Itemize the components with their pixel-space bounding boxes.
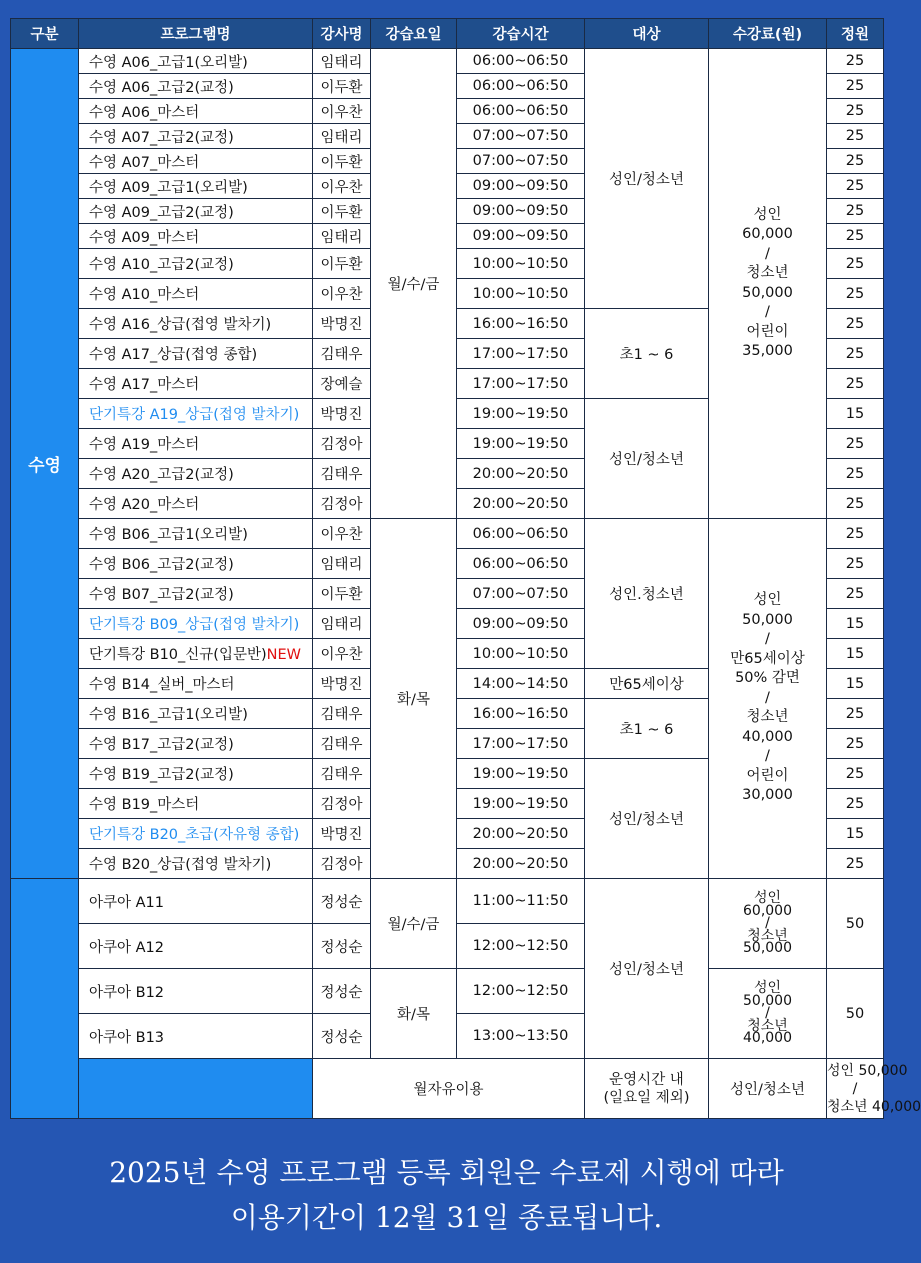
capacity-cell: 25 [827,149,884,174]
days-cell: 월/수/금 [371,879,457,969]
time-cell: 19:00~19:50 [457,429,585,459]
capacity-cell: 25 [827,74,884,99]
program-name-cell [79,399,313,429]
program-name-cell [79,339,313,369]
program-name: 수영 A09_고급2(교정) [89,204,234,221]
time-cell: 14:00~14:50 [457,669,585,699]
capacity-cell: 15 [827,669,884,699]
program-name-cell [79,249,313,279]
program-name: 수영 A20_고급2(교정) [89,467,234,483]
capacity-cell: 15 [827,399,884,429]
capacity-cell: 25 [827,49,884,74]
target-cell: 성인/청소년 [585,399,709,519]
notice-line-1: 2025년 수영 프로그램 등록 회원은 수료제 시행에 따라 [109,1156,784,1189]
instructor-cell: 이두환 [313,579,371,609]
instructor-cell: 임태리 [313,49,371,74]
fee-cell: 성인 60,000 / 청소년 50,000 / 어린이 35,000 [709,49,827,519]
instructor-cell: 박명진 [313,309,371,339]
table-header-row [11,19,884,49]
program-name: 수영 A10_고급2(교정) [89,257,234,273]
instructor-cell: 김태우 [313,729,371,759]
program-name: 수영 A06_고급2(교정) [89,79,234,96]
notice-line-2: 이용기간이 12월 31일 종료됩니다. [230,1201,663,1234]
instructor-cell: 이우찬 [313,99,371,124]
program-name-cell [79,669,313,699]
header-capacity: 정원 [827,19,884,49]
target-cell: 성인/청소년 [585,879,709,1059]
program-name-cell [79,879,313,924]
capacity-cell: 25 [827,849,884,879]
schedule-sheet [10,18,921,1119]
instructor-cell: 정성순 [313,969,371,1014]
instructor-cell: 김정아 [313,489,371,519]
instructor-cell: 정성순 [313,924,371,969]
instructor-cell: 이우찬 [313,279,371,309]
capacity-cell: 25 [827,369,884,399]
category-empty-cell [79,1059,313,1119]
time-cell: 20:00~20:50 [457,459,585,489]
program-name: 아쿠아 A11 [89,894,164,911]
operating-hours-cell: 운영시간 내 (일요일 제외) [585,1059,709,1119]
time-cell: 06:00~06:50 [457,74,585,99]
target-cell: 초1 ~ 6 [585,309,709,399]
capacity-cell: 50 [827,879,884,969]
program-name-cell [79,199,313,224]
instructor-cell: 박명진 [313,669,371,699]
instructor-cell: 김태우 [313,759,371,789]
program-name-cell [79,429,313,459]
fee-cell: 성인 60,000 / 청소년 50,000 [709,879,827,969]
program-name-cell [79,849,313,879]
time-cell: 09:00~09:50 [457,609,585,639]
table-row-free-use [11,1059,884,1119]
time-cell: 17:00~17:50 [457,369,585,399]
program-name: 수영 B06_고급2(교정) [89,557,234,573]
program-table [10,18,921,1119]
capacity-cell: 25 [827,759,884,789]
program-name-cell [79,819,313,849]
time-cell: 06:00~06:50 [457,99,585,124]
free-use-label: 월자유이용 [313,1059,585,1119]
capacity-cell: 25 [827,459,884,489]
target-cell: 초1 ~ 6 [585,699,709,759]
fee-cell: 성인 50,000 / 청소년 40,000 [709,969,827,1059]
program-name-cell [79,549,313,579]
instructor-cell: 이우찬 [313,174,371,199]
time-cell: 20:00~20:50 [457,849,585,879]
capacity-cell: 25 [827,249,884,279]
time-cell: 06:00~06:50 [457,549,585,579]
capacity-cell: 25 [827,99,884,124]
program-name: 단기특강 B20_초급(자유형 종합) [89,827,300,843]
capacity-cell: 15 [827,819,884,849]
instructor-cell: 임태리 [313,609,371,639]
instructor-cell: 정성순 [313,879,371,924]
time-cell: 07:00~07:50 [457,149,585,174]
header-days: 강습요일 [371,19,457,49]
fee-cell: 성인 50,000 / 만65세이상 50% 감면 / 청소년 40,000 / 어린이 30,000 [709,519,827,879]
time-cell: 07:00~07:50 [457,579,585,609]
header-instructor: 강사명 [313,19,371,49]
capacity-cell: 25 [827,579,884,609]
program-name: 수영 A19_마스터 [89,437,200,453]
capacity-cell: 25 [827,729,884,759]
time-cell: 09:00~09:50 [457,199,585,224]
program-name: 아쿠아 A12 [89,939,164,956]
program-name: 수영 A07_고급2(교정) [89,129,234,146]
time-cell: 17:00~17:50 [457,729,585,759]
time-cell: 07:00~07:50 [457,124,585,149]
program-name-cell [79,489,313,519]
capacity-cell: 50 [827,969,884,1059]
program-name: 수영 A17_마스터 [89,377,200,393]
program-name-cell [79,924,313,969]
capacity-cell: 25 [827,309,884,339]
program-name-cell [79,609,313,639]
program-name: 수영 A10_마스터 [89,287,200,303]
capacity-cell: 25 [827,489,884,519]
time-cell: 09:00~09:50 [457,174,585,199]
instructor-cell: 장예슬 [313,369,371,399]
capacity-cell: 25 [827,699,884,729]
instructor-cell: 임태리 [313,124,371,149]
program-name: 수영 A20_마스터 [89,497,200,513]
time-cell: 16:00~16:50 [457,699,585,729]
program-name: 수영 A09_고급1(오리발) [89,179,248,196]
time-cell: 20:00~20:50 [457,489,585,519]
program-name: 수영 B19_고급2(교정) [89,767,234,783]
program-name: 아쿠아 B13 [89,1029,165,1046]
time-cell: 11:00~11:50 [457,879,585,924]
table-row [11,879,884,924]
program-name-cell [79,579,313,609]
time-cell: 10:00~10:50 [457,279,585,309]
target-cell: 성인.청소년 [585,519,709,669]
instructor-cell: 이우찬 [313,519,371,549]
program-name-cell [79,174,313,199]
program-name: 수영 A09_마스터 [89,229,200,246]
program-name-cell [79,149,313,174]
instructor-cell: 이두환 [313,149,371,174]
table-row [11,969,884,1014]
program-name: 수영 A17_상급(접영 종합) [89,347,258,363]
program-name: 수영 A16_상급(접영 발차기) [89,317,272,333]
program-name: 수영 B07_고급2(교정) [89,587,234,603]
time-cell: 17:00~17:50 [457,339,585,369]
program-name-cell [79,309,313,339]
category-empty-cell [11,879,79,1119]
program-name: 단기특강 A19_상급(접영 발차기) [89,407,300,423]
capacity-cell: 25 [827,789,884,819]
program-name: 수영 B16_고급1(오리발) [89,707,248,723]
capacity-cell: 25 [827,224,884,249]
program-name-cell [79,459,313,489]
program-name-cell [79,639,313,669]
capacity-cell: 25 [827,519,884,549]
new-badge: NEW [266,647,301,663]
time-cell: 19:00~19:50 [457,399,585,429]
notice-text [0,1150,893,1240]
time-cell: 06:00~06:50 [457,49,585,74]
program-name: 단기특강 B09_상급(접영 발차기) [89,617,300,633]
instructor-cell: 김정아 [313,789,371,819]
program-name-cell [79,224,313,249]
program-name-cell [79,789,313,819]
time-cell: 10:00~10:50 [457,249,585,279]
instructor-cell: 임태리 [313,549,371,579]
capacity-cell: 15 [827,639,884,669]
instructor-cell: 이두환 [313,249,371,279]
program-name-cell [79,729,313,759]
table-row [11,49,884,74]
target-cell: 성인/청소년 [709,1059,827,1119]
header-time: 강습시간 [457,19,585,49]
time-cell: 19:00~19:50 [457,789,585,819]
instructor-cell: 박명진 [313,819,371,849]
time-cell: 10:00~10:50 [457,639,585,669]
program-name-cell [79,49,313,74]
instructor-cell: 김태우 [313,339,371,369]
capacity-cell: 25 [827,549,884,579]
program-name: 수영 B20_상급(접영 발차기) [89,857,272,873]
program-name-cell [79,369,313,399]
time-cell: 06:00~06:50 [457,519,585,549]
fee-cell: 성인 50,000 / 청소년 40,000 [827,1059,884,1119]
header-fee: 수강료(원) [709,19,827,49]
instructor-cell: 이두환 [313,199,371,224]
capacity-cell: 25 [827,429,884,459]
time-cell: 12:00~12:50 [457,969,585,1014]
capacity-cell: 25 [827,279,884,309]
instructor-cell: 정성순 [313,1014,371,1059]
days-cell: 월/수/금 [371,49,457,519]
program-name-cell [79,279,313,309]
time-cell: 09:00~09:50 [457,224,585,249]
instructor-cell: 김태우 [313,459,371,489]
instructor-cell: 이두환 [313,74,371,99]
instructor-cell: 이우찬 [313,639,371,669]
instructor-cell: 김정아 [313,849,371,879]
program-name-cell [79,759,313,789]
capacity-cell: 15 [827,609,884,639]
program-name-cell [79,124,313,149]
target-cell: 성인/청소년 [585,759,709,879]
program-name-cell [79,699,313,729]
program-name: 아쿠아 B12 [89,984,165,1001]
time-cell: 19:00~19:50 [457,759,585,789]
program-name: 수영 A06_고급1(오리발) [89,54,248,71]
time-cell: 20:00~20:50 [457,819,585,849]
program-name-cell [79,74,313,99]
capacity-cell: 25 [827,339,884,369]
capacity-cell: 25 [827,124,884,149]
instructor-cell: 김태우 [313,699,371,729]
program-name-cell [79,99,313,124]
category-cell: 수영 [11,49,79,879]
capacity-cell: 25 [827,199,884,224]
time-cell: 16:00~16:50 [457,309,585,339]
capacity-cell: 25 [827,174,884,199]
target-cell: 만65세이상 [585,669,709,699]
time-cell: 12:00~12:50 [457,924,585,969]
instructor-cell: 박명진 [313,399,371,429]
target-cell: 성인/청소년 [585,49,709,309]
days-cell: 화/목 [371,969,457,1059]
program-name: 수영 B19_마스터 [89,797,200,813]
header-category: 구분 [11,19,79,49]
header-target: 대상 [585,19,709,49]
time-cell: 13:00~13:50 [457,1014,585,1059]
instructor-cell: 임태리 [313,224,371,249]
program-name-cell [79,1014,313,1059]
instructor-cell: 김정아 [313,429,371,459]
program-name: 수영 B14_실버_마스터 [89,677,235,693]
program-name: 수영 A06_마스터 [89,104,200,121]
header-program: 프로그램명 [79,19,313,49]
program-name-cell [79,969,313,1014]
days-cell: 화/목 [371,519,457,879]
program-name: 수영 B17_고급2(교정) [89,737,234,753]
program-name-cell [79,519,313,549]
program-name: 수영 A07_마스터 [89,154,200,171]
program-name: 수영 B06_고급1(오리발) [89,527,248,543]
table-row [11,519,884,549]
program-name: 단기특강 B10_신규(입문반) [89,647,267,663]
